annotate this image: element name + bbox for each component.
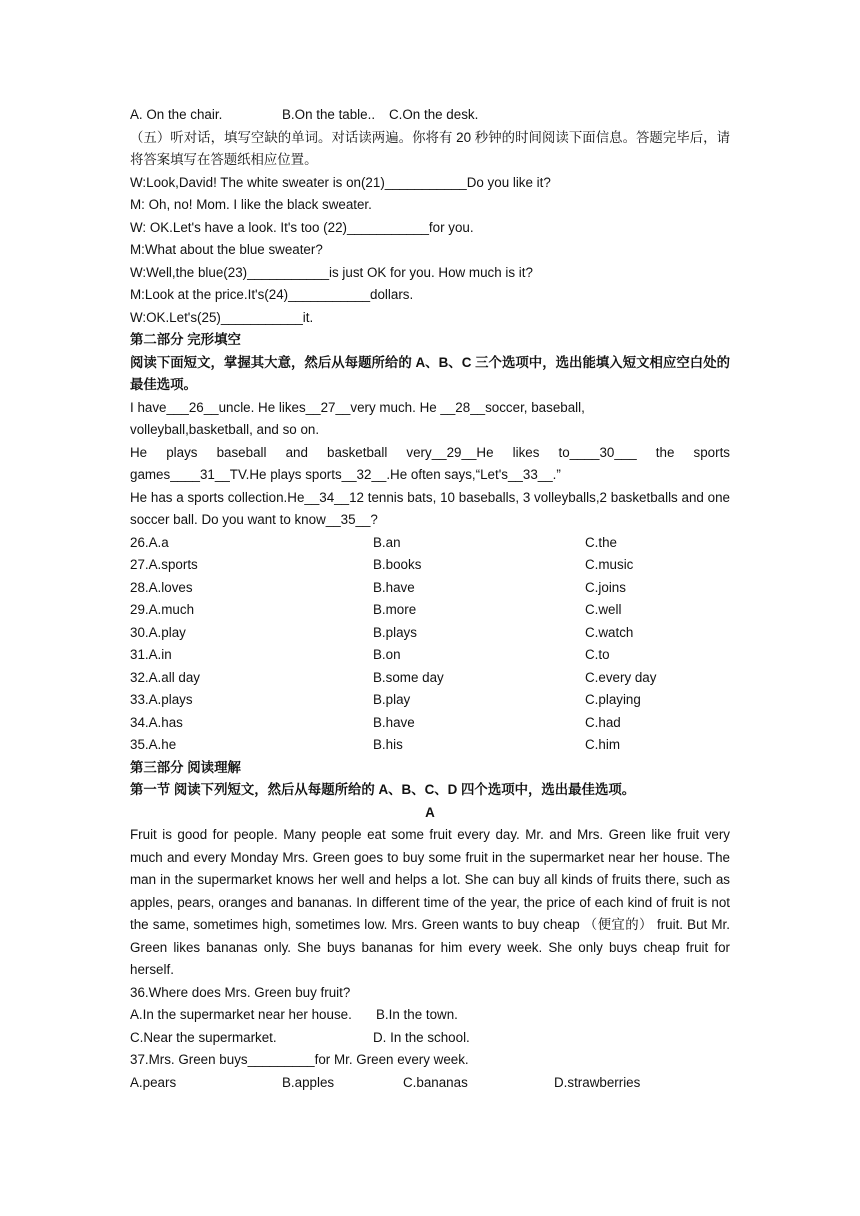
passage-letter: A — [425, 804, 435, 820]
exam-page — [130, 104, 730, 1094]
option-c: C.playing — [585, 692, 641, 707]
option-b: B.some day — [373, 669, 444, 685]
dialogue-line: W:OK.Let's(25)___________it. — [130, 309, 314, 325]
dialogue-line: W:Look,David! The white sweater is on(21)___________Do you like it? — [130, 174, 551, 190]
option-a: 28.A.loves — [130, 579, 193, 595]
dialogue-line: W: OK.Let's have a look. It's too (22)___________for you. — [130, 219, 474, 235]
option-a: A. On the chair. — [130, 107, 223, 122]
part2-instruction: 阅读下面短文，掌握其大意，然后从每题所给的 A、B、C 三个选项中，选出能填入短文相应空白处的最佳选项。 — [130, 354, 730, 392]
option-b: B.have — [373, 714, 415, 730]
option-row — [130, 599, 730, 622]
cloze-passage-line: He plays baseball and basketball very__29__He likes to____30___ the sports games____31__TV.He plays sports__32__.He often says,“Let's__33__.” — [130, 444, 730, 482]
part2-heading: 第二部分 完形填空 — [130, 332, 241, 347]
option-row — [130, 667, 730, 690]
part3-heading: 第三部分 阅读理解 — [130, 759, 241, 775]
option-row — [130, 712, 730, 735]
option-a: 33.A.plays — [130, 692, 193, 707]
cloze-options-table — [130, 532, 730, 757]
question-37-options — [130, 1072, 730, 1095]
dialogue-line: M: Oh, no! Mom. I like the black sweater. — [130, 197, 372, 212]
cloze-passage-line: He has a sports collection.He__34__12 tennis bats, 10 baseballs, 3 volleyballs,2 basketballs and one soccer ball. Do you want to know__35__? — [130, 489, 730, 527]
option-c: C.had — [585, 714, 621, 730]
option-a: 31.A.in — [130, 647, 172, 662]
option-b: B.play — [373, 692, 411, 707]
option-row — [130, 622, 730, 645]
option-row — [130, 532, 730, 555]
option-c: C.joins — [585, 579, 626, 595]
option-c: C.Near the supermarket. — [130, 1029, 277, 1045]
option-row — [130, 734, 730, 757]
option-a: 26.A.a — [130, 534, 169, 550]
option-b: B.In the town. — [376, 1007, 458, 1022]
option-row — [130, 577, 730, 600]
option-b: B.On the table.. — [282, 107, 376, 122]
option-c: C.On the desk. — [389, 107, 479, 122]
option-b: B.have — [373, 579, 415, 595]
reading-passage: Fruit is good for people. Many people eat some fruit every day. Mr. and Mrs. Green like fruit very much and every Monday Mrs. Green goes to buy some fruit in the supermarket near her house. The man in the supermarket knows her well and helps a lot. She can buy all kinds of fruits there, such as apples, pears, oranges and bananas. In different time of the year, the price of each kind of fruit is not the same, sometimes high, sometimes low. Mrs. Green wants to buy cheap （便宜的） fruit. But Mr. Green likes bananas only. She buys bananas for him every week. She only buys cheap fruit for herself. — [130, 827, 730, 977]
option-b: B.more — [373, 602, 417, 617]
question-36-options-row2 — [130, 1027, 730, 1050]
option-row — [130, 554, 730, 577]
option-c: C.him — [585, 737, 620, 752]
option-a: 32.A.all day — [130, 669, 200, 685]
option-c: C.music — [585, 557, 634, 572]
question-36-stem: 36.Where does Mrs. Green buy fruit? — [130, 984, 351, 1000]
option-b: B.his — [373, 737, 403, 752]
cloze-passage-line: volleyball,basketball, and so on. — [130, 422, 320, 437]
option-d: D.strawberries — [554, 1074, 641, 1090]
question-36-options-row1 — [130, 1004, 730, 1027]
part3-section1-instruction: 第一节 阅读下列短文，然后从每题所给的 A、B、C、D 四个选项中，选出最佳选项。 — [130, 782, 636, 797]
question-37-stem: 37.Mrs. Green buys_________for Mr. Green every week. — [130, 1052, 469, 1067]
option-c: C.every day — [585, 669, 657, 685]
option-c: C.watch — [585, 624, 634, 640]
dialogue-line: M:Look at the price.It's(24)___________dollars. — [130, 287, 414, 302]
option-a: A.In the supermarket near her house. — [130, 1007, 352, 1022]
option-c: C.the — [585, 534, 618, 550]
option-a: A.pears — [130, 1074, 177, 1090]
option-b: B.on — [373, 647, 401, 662]
option-a: 27.A.sports — [130, 557, 198, 572]
prev-question-options — [130, 104, 730, 127]
option-a: 30.A.play — [130, 624, 186, 640]
dialogue-line: W:Well,the blue(23)___________is just OK for you. How much is it? — [130, 264, 533, 280]
option-c: C.well — [585, 602, 622, 617]
option-c: C.to — [585, 647, 610, 662]
option-b: B.apples — [282, 1074, 335, 1090]
option-b: B.plays — [373, 624, 417, 640]
option-b: B.books — [373, 557, 422, 572]
option-a: 35.A.he — [130, 737, 177, 752]
option-b: B.an — [373, 534, 401, 550]
option-d: D. In the school. — [373, 1029, 470, 1045]
cloze-passage-line: I have___26__uncle. He likes__27__very much. He __28__soccer, baseball, — [130, 399, 585, 415]
option-c: C.bananas — [403, 1074, 468, 1090]
option-row — [130, 644, 730, 667]
option-a: 29.A.much — [130, 602, 195, 617]
option-a: 34.A.has — [130, 714, 183, 730]
dialogue-line: M:What about the blue sweater? — [130, 242, 323, 257]
listening-section-instruction: （五）听对话，填写空缺的单词。对话读两遍。你将有 20 秒钟的时间阅读下面信息。答题完毕后，请将答案填写在答题纸相应位置。 — [130, 129, 730, 167]
option-row — [130, 689, 730, 712]
